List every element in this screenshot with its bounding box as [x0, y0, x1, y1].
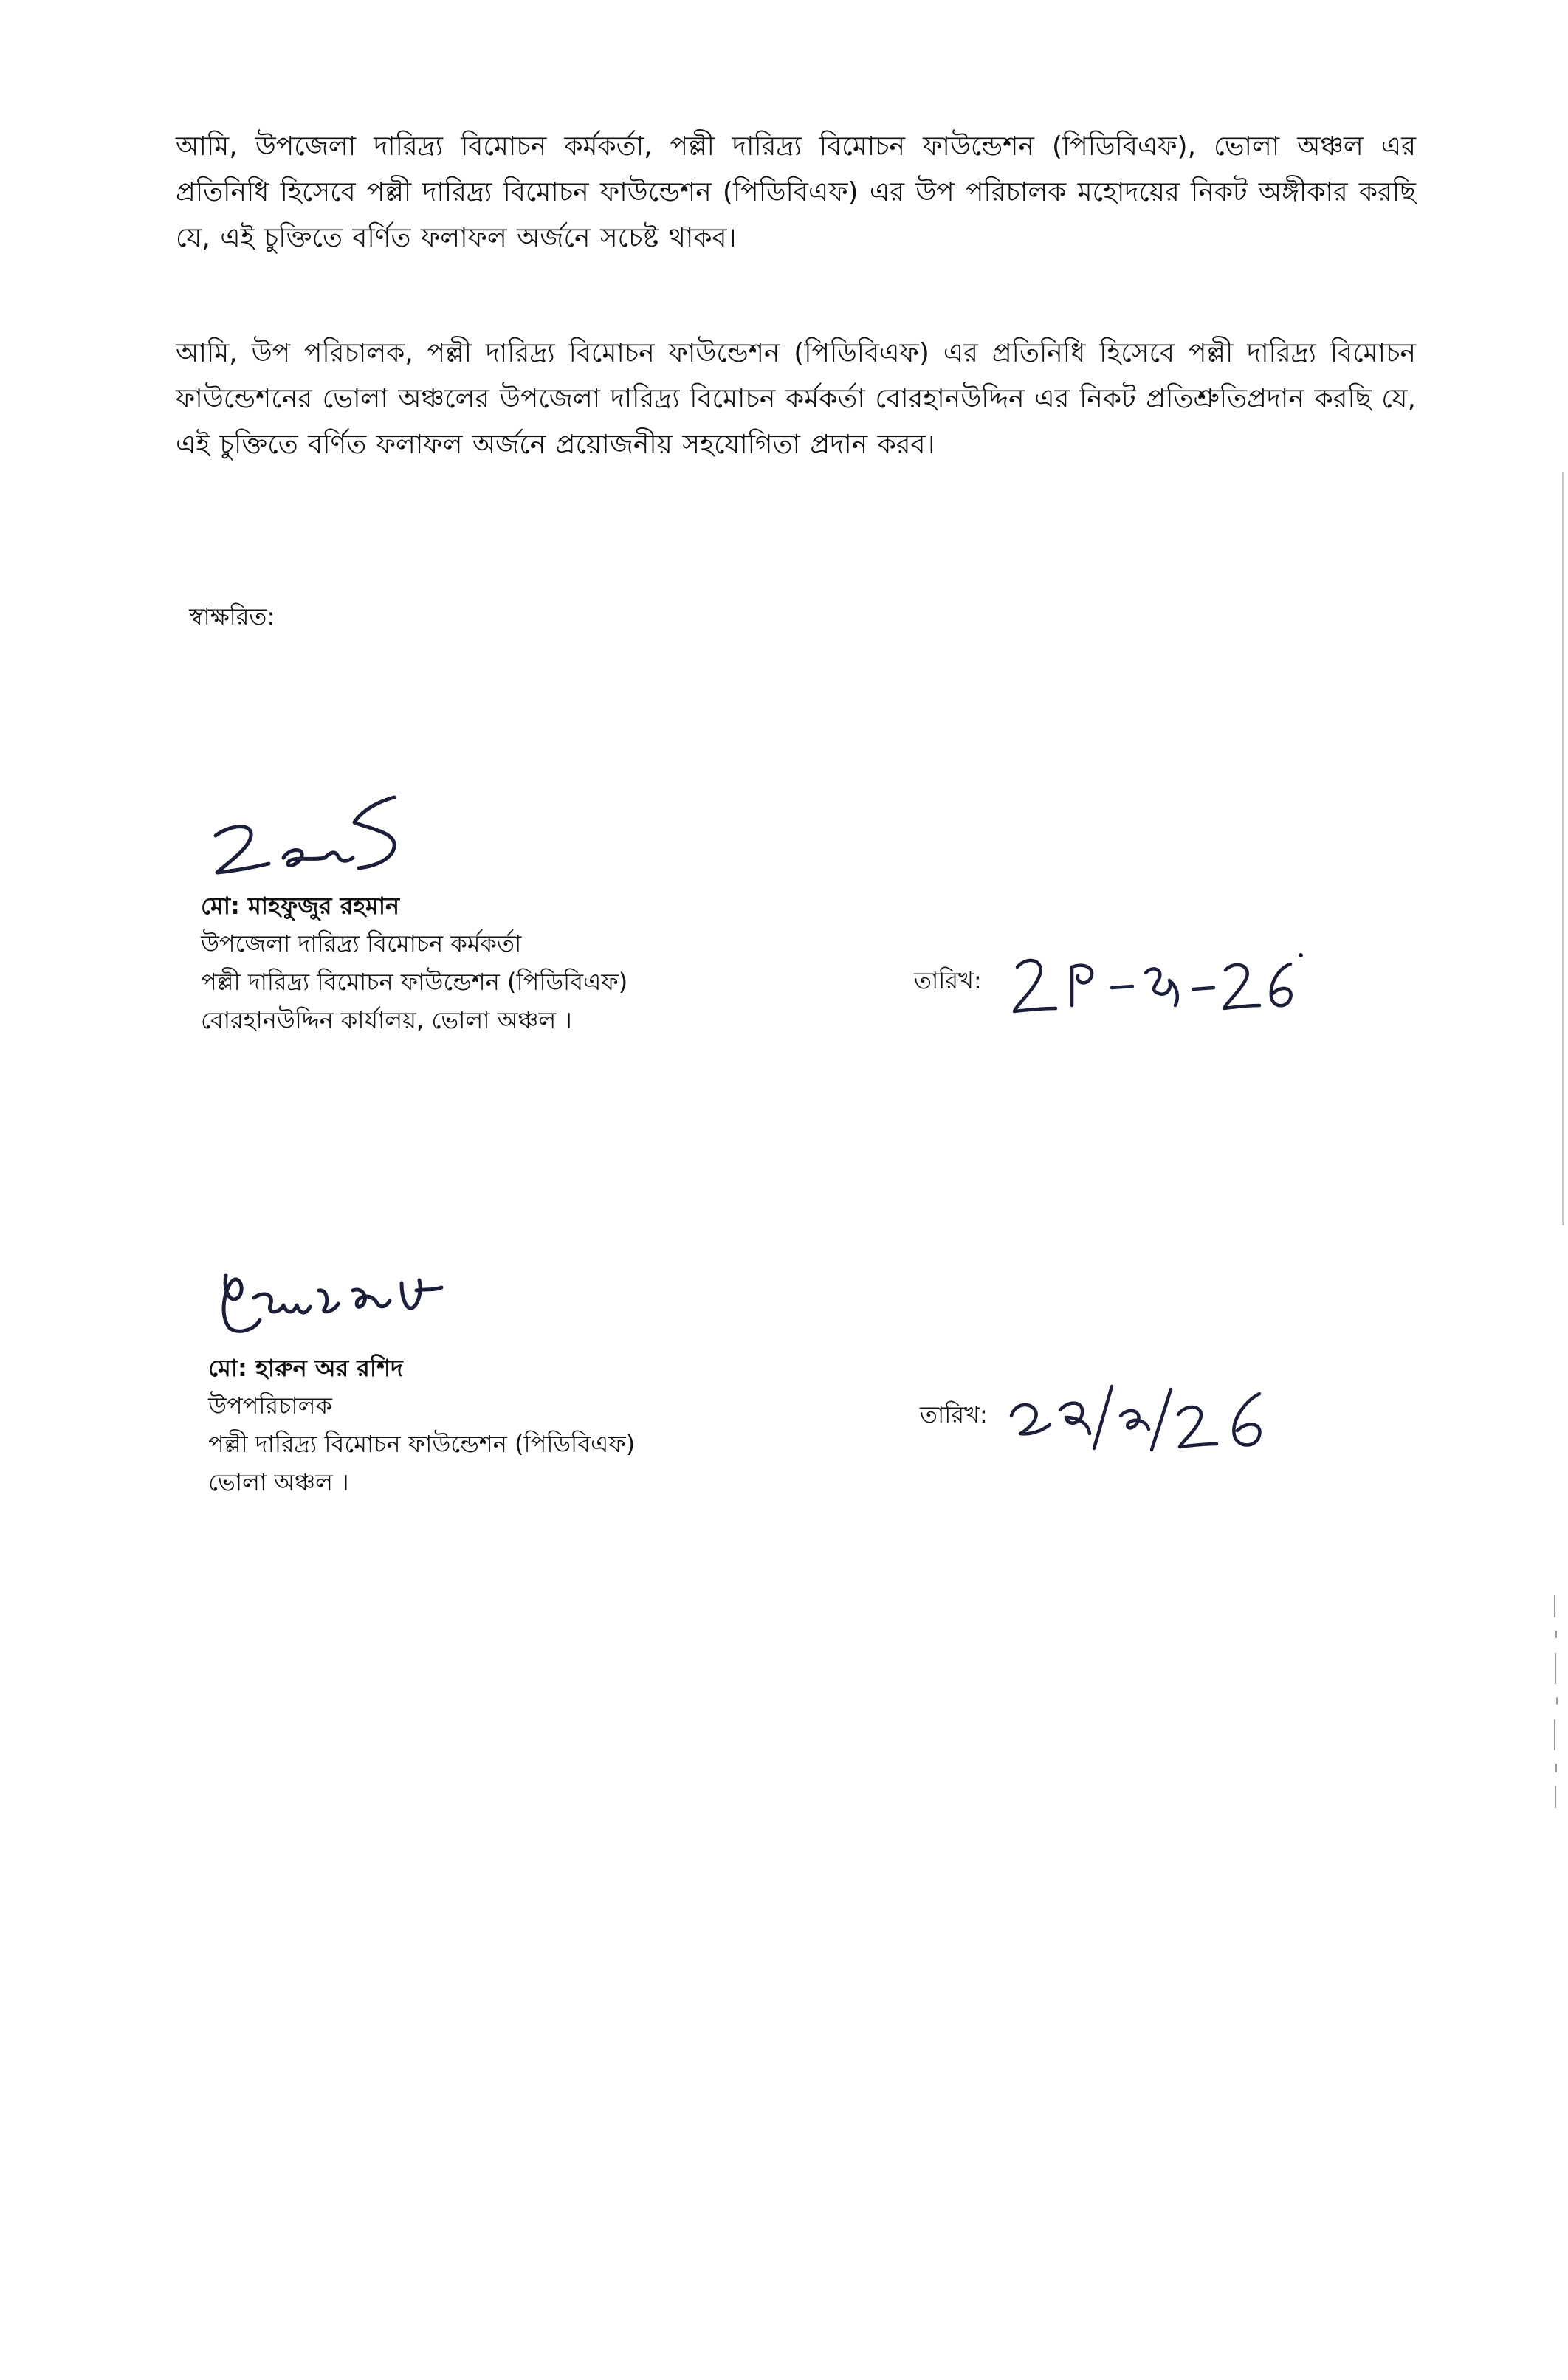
date-label: তারিখ: [920, 1400, 988, 1428]
signatory-designation: উপপরিচালক [208, 1392, 332, 1420]
scan-edge-bleed-through [1549, 1595, 1564, 1809]
handwritten-signature-officer [201, 784, 452, 887]
handwritten-date-officer [995, 938, 1305, 1026]
signatory-organization: পল্লী দারিদ্র্য বিমোচন ফাউন্ডেশন (পিডিবিএফ) [201, 968, 628, 996]
scan-edge-shadow [1562, 472, 1564, 1225]
date-row-officer [914, 938, 1305, 1026]
signed-label: স্বাক্ষরিত: [189, 602, 275, 630]
signatory-office: বোরহানউদ্দিন কার্যালয়, ভোলা অঞ্চল । [201, 1006, 572, 1034]
signatory-name: মো: মাহফুজুর রহমান [201, 892, 400, 920]
handwritten-date-deputy-director [1001, 1372, 1311, 1460]
signatory-office: ভোলা অঞ্চল । [208, 1468, 349, 1496]
signatory-block-deputy-director [208, 1246, 873, 1502]
signatory-name: মো: হারুন অর রশিদ [208, 1354, 403, 1382]
date-label: তারিখ: [914, 966, 982, 994]
signatory-organization: পল্লী দারিদ্র্য বিমোচন ফাউন্ডেশন (পিডিবিএফ) [208, 1430, 636, 1458]
handwritten-signature-deputy-director [208, 1246, 459, 1349]
signatory-designation: উপজেলা দারিদ্র্য বিমোচন কর্মকর্তা [201, 929, 522, 957]
commitment-paragraph-deputy-director: আমি, উপ পরিচালক, পল্লী দারিদ্র্য বিমোচন ফাউন্ডেশন (পিডিবিএফ) এর প্রতিনিধি হিসেবে পল্লী দারিদ্র্য বিমোচন ফাউন্ডেশনের ভোলা অঞ্চলের উপজেলা দারিদ্র্য বিমোচন কর্মকর্তা বোরহানউদ্দিন এর নিকট প্রতিশ্রুতিপ্রদান করছি যে, এই চুক্তিতে বর্ণিত ফলাফল অর্জনে প্রয়োজনীয় সহযোগিতা প্রদান করব। [176, 338, 1416, 460]
signatory-block-officer [201, 784, 865, 1039]
commitment-paragraph-officer: আমি, উপজেলা দারিদ্র্য বিমোচন কর্মকর্তা, পল্লী দারিদ্র্য বিমোচন ফাউন্ডেশন (পিডিবিএফ), ভোলা অঞ্চল এর প্রতিনিধি হিসেবে পল্লী দারিদ্র্য বিমোচন ফাউন্ডেশন (পিডিবিএফ) এর উপ পরিচালক মহোদয়ের নিকট অঙ্গীকার করছি যে, এই চুক্তিতে বর্ণিত ফলাফল অর্জনে সচেষ্ট থাকব। [176, 131, 1416, 253]
date-row-deputy-director [920, 1372, 1311, 1460]
